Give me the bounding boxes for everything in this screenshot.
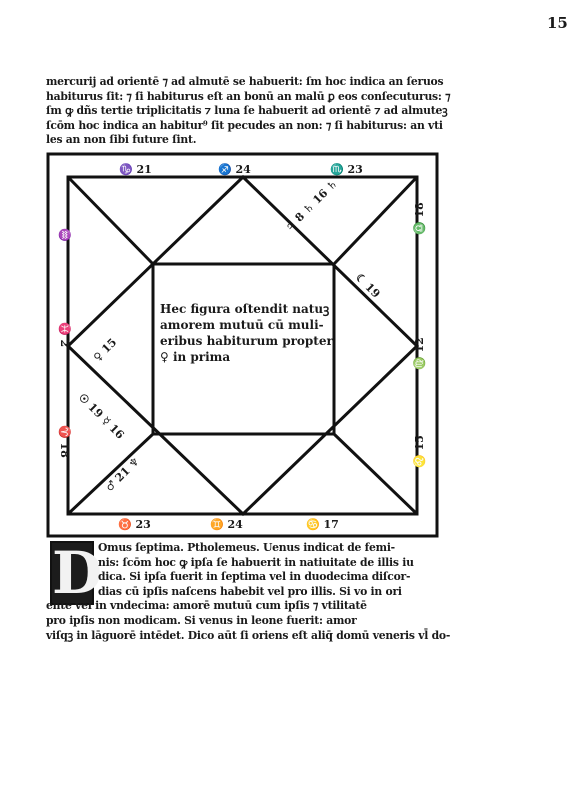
page-number: 15 <box>547 14 568 32</box>
sign-label-bottom: ♋ 17 <box>306 518 339 531</box>
bottom-paragraph <box>46 541 470 643</box>
text-line: dica. Si ipſa fuerit in ſeptima vel in duodecima diſcor- <box>98 570 411 584</box>
sign-label-left: ♈ 18 <box>58 425 71 458</box>
text-line: mercurij ad orientē ⁊ ad almutē se habuerit: ſm hoc indica an ſeruos <box>46 75 444 88</box>
planet-label: ☾ 19 <box>352 270 383 301</box>
sign-label-bottom: ♉ 23 <box>118 518 151 531</box>
center-square <box>153 264 334 434</box>
text-line: habiturus ſit: ⁊ ſi habiturus eſt an bonū an malū ꝑ eos conſecuturus: ⁊ <box>46 89 451 103</box>
planet-label: ♃ 8 ♄ 16 ♄ <box>282 176 341 235</box>
text-line: ſcōm hoc indica an habitur⁹ ſit pecudes an non: ⁊ ſi habiturus: an vti <box>46 118 443 132</box>
diagonal-line <box>68 434 153 514</box>
text-line: ente vel in vndecima: amorē mutuū cum ipſis ⁊ vtilitatē <box>46 599 367 613</box>
text-line: les an non ſibi future ſint. <box>46 133 197 147</box>
diagonal-line <box>68 177 153 264</box>
diagonal-line <box>334 177 417 264</box>
text-line: pro ipſis non modicam. Si venus in leone fuerit: amor <box>46 613 357 627</box>
center-text-line: Hec figura oſtendit natuꝫ <box>160 302 330 316</box>
sign-label-right: ♌ 15 <box>413 435 426 468</box>
diagonal-line <box>334 434 417 514</box>
text-line: ſm ꝙ dñs tertie triplicitatis ⁊ luna ſe habuerit ad orientē ⁊ ad almuteꝫ <box>46 104 448 118</box>
drop-cap <box>50 539 103 607</box>
sign-label-left: ♒ <box>58 228 71 242</box>
planet-label: ♂ 21 ♆ <box>102 454 143 495</box>
sign-label-right: ♍ 12 <box>413 337 426 370</box>
drop-cap-letter: D <box>52 539 103 607</box>
text-line: Omus ſeptima. Ptholemeus. Uenus indicat de femi- <box>98 541 395 554</box>
center-text-line: eribus habiturum propter <box>160 334 333 348</box>
sign-label-bottom: ♊ 24 <box>210 518 243 531</box>
text-line: viſqꝫ in lāguorē intēdet. Dico aūt ſi oriens eſt aliq̄ domū veneris vl̄ do- <box>46 628 451 642</box>
center-text-line: ♀ in prima <box>160 350 231 364</box>
sign-label-top: ♐ 24 <box>218 163 251 176</box>
sign-label-right: ♎ 18 <box>413 202 426 235</box>
text-line: dias cū ipſis naſcens habebit vel pro illis. Si vo in ori <box>98 584 402 598</box>
planet-label: ♀ 15 <box>90 335 120 365</box>
planet-label: ☉ 19 ☿ 16 <box>75 390 127 442</box>
center-text-line: amorem mutuū cū muli- <box>160 318 324 332</box>
sign-label-left: ♓ 2 <box>58 322 71 348</box>
text-line: nis: ſcōm hoc ꝙ ipſa ſe habuerit in natiuitate de illis iu <box>98 555 414 569</box>
sign-label-top: ♏ 23 <box>330 163 363 176</box>
sign-label-top: ♑ 21 <box>119 163 152 176</box>
